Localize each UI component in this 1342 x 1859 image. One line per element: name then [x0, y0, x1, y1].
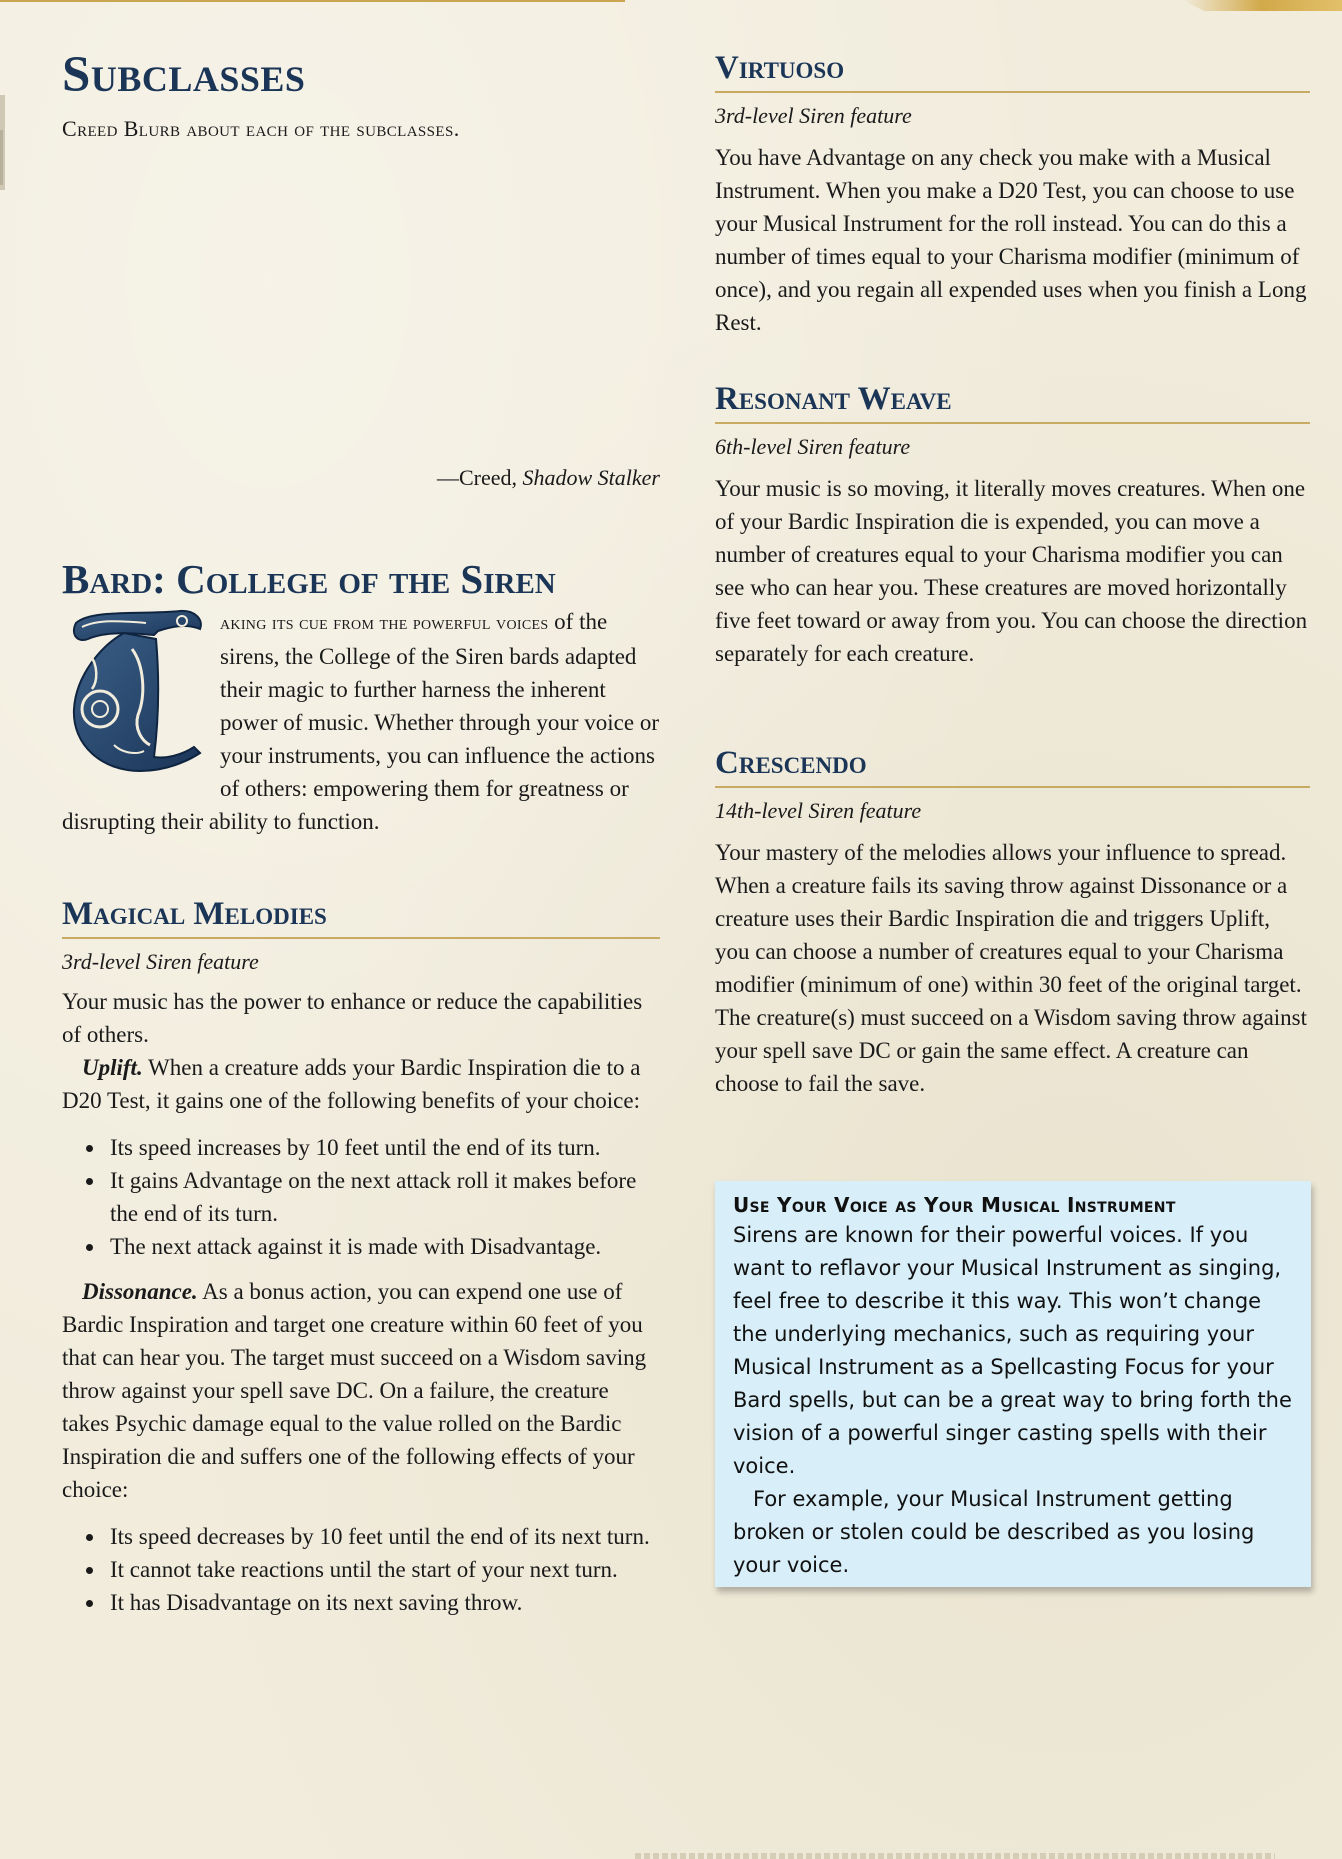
subclass-title: Bard: College of the Siren	[62, 556, 556, 602]
virtuoso-section	[715, 50, 1310, 339]
corner-accent	[1182, 0, 1342, 11]
dissonance-label: Dissonance.	[82, 1279, 198, 1304]
virtuoso-heading: Virtuoso	[715, 50, 1310, 93]
list-item: • Its speed increases by 10 feet until the end of its turn.	[106, 1131, 660, 1164]
magical-melodies-heading: Magical Melodies	[62, 896, 660, 939]
crescendo-heading: Crescendo	[715, 745, 1310, 788]
virtuoso-level: 3rd-level Siren feature	[715, 103, 912, 128]
list-item: • Its speed decreases by 10 feet until the end of its next turn.	[106, 1520, 660, 1553]
magical-melodies-intro: Your music has the power to enhance or reduce the capabilities of others.	[62, 989, 643, 1047]
page-title: Subclasses	[62, 47, 306, 103]
resonant-weave-level: 6th-level Siren feature	[715, 434, 911, 459]
sidebar-paragraph-1: Sirens are known for their powerful voices. If you want to reflavor your Musical Instrument as singing, feel free to describe it this way. This won’t change the underlying mechanics, such as requiring your Musical Instrument as a Spellcasting Focus for your Bard spells, but can be a great way to bring forth the vision of a powerful singer casting spells with their voice.	[733, 1223, 1292, 1478]
list-item: • It gains Advantage on the next attack roll it makes before the end of its turn.	[106, 1164, 660, 1230]
attribution-work: Shadow Stalker	[522, 465, 660, 490]
intro-text: of the sirens, the College of the Siren bards adapted their magic to further harness the inherent power of music. Whether through your voice or your instruments, you can influence the actions of others: empowering them for greatness or disrupting their ability to function.	[62, 609, 660, 834]
uplift-paragraph	[62, 1051, 660, 1117]
crescendo-section	[715, 745, 1310, 1100]
quote-attribution	[437, 465, 660, 491]
resonant-weave-text: Your music is so moving, it literally moves creatures. When one of your Bardic Inspiration die is expended, you can move a number of creatures equal to your Charisma modifier you can see who can hear you. These creatures are moved horizontally five feet toward or away from you. You can choose the direction separately for each creature.	[715, 476, 1308, 666]
magical-melodies-section	[62, 896, 660, 1619]
uplift-benefits-list	[62, 1131, 660, 1263]
dissonance-text: As a bonus action, you can expend one use of Bardic Inspiration and target one creature within 60 feet of you that can hear you. The target must succeed on a Wisdom saving throw against your spell save DC. On a failure, the creature takes Psychic damage equal to the value rolled on the Bardic Inspiration die and suffers one of the following effects of your choice:	[62, 1279, 647, 1502]
footer-decoration	[635, 1853, 1275, 1859]
attribution-prefix: —Creed,	[436, 465, 523, 490]
resonant-weave-section	[715, 381, 1310, 670]
page-edge-tab-inner	[0, 130, 3, 185]
dissonance-effects-list	[62, 1520, 660, 1619]
crescendo-level: 14th-level Siren feature	[715, 798, 922, 823]
sidebar-paragraph-2: For example, your Musical Instrument getting broken or stolen could be described as you losing your voice.	[733, 1487, 1255, 1577]
dropcap-t-icon	[62, 605, 210, 779]
list-item: • It cannot take reactions until the start of your next turn.	[106, 1553, 660, 1586]
subclass-intro	[62, 605, 660, 838]
page-blurb: Creed Blurb about each of the subclasses.	[62, 116, 460, 141]
magical-melodies-level: 3rd-level Siren feature	[62, 949, 259, 974]
list-item: • The next attack against it is made with Disadvantage.	[106, 1230, 660, 1263]
dissonance-paragraph	[62, 1275, 660, 1506]
voice-sidebar	[715, 1181, 1311, 1587]
sidebar-title: Use Your Voice as Your Musical Instrument	[733, 1193, 1176, 1217]
top-gold-rule	[0, 0, 625, 2]
virtuoso-text: You have Advantage on any check you make with a Musical Instrument. When you make a D20 Test, you can choose to use your Musical Instrument for the roll instead. You can do this a number of times equal to your Charisma modifier (minimum of once), and you regain all expended uses when you finish a Long Rest.	[715, 145, 1307, 335]
intro-lead: aking its cue from the powerful voices	[220, 612, 549, 634]
resonant-weave-heading: Resonant Weave	[715, 381, 1310, 424]
list-item: • It has Disadvantage on its next saving throw.	[106, 1586, 660, 1619]
crescendo-text: Your mastery of the melodies allows your influence to spread. When a creature fails its saving throw against Dissonance or a creature uses their Bardic Inspiration die and triggers Uplift, you can choose a number of creatures equal to your Charisma modifier (minimum of one) within 30 feet of the original target. The creature(s) must succeed on a Wisdom saving throw against your spell save DC or gain the same effect. A creature can choose to fail the save.	[715, 840, 1308, 1096]
uplift-text: When a creature adds your Bardic Inspiration die to a D20 Test, it gains one of the following benefits of your choice:	[62, 1055, 641, 1113]
uplift-label: Uplift.	[82, 1055, 143, 1080]
